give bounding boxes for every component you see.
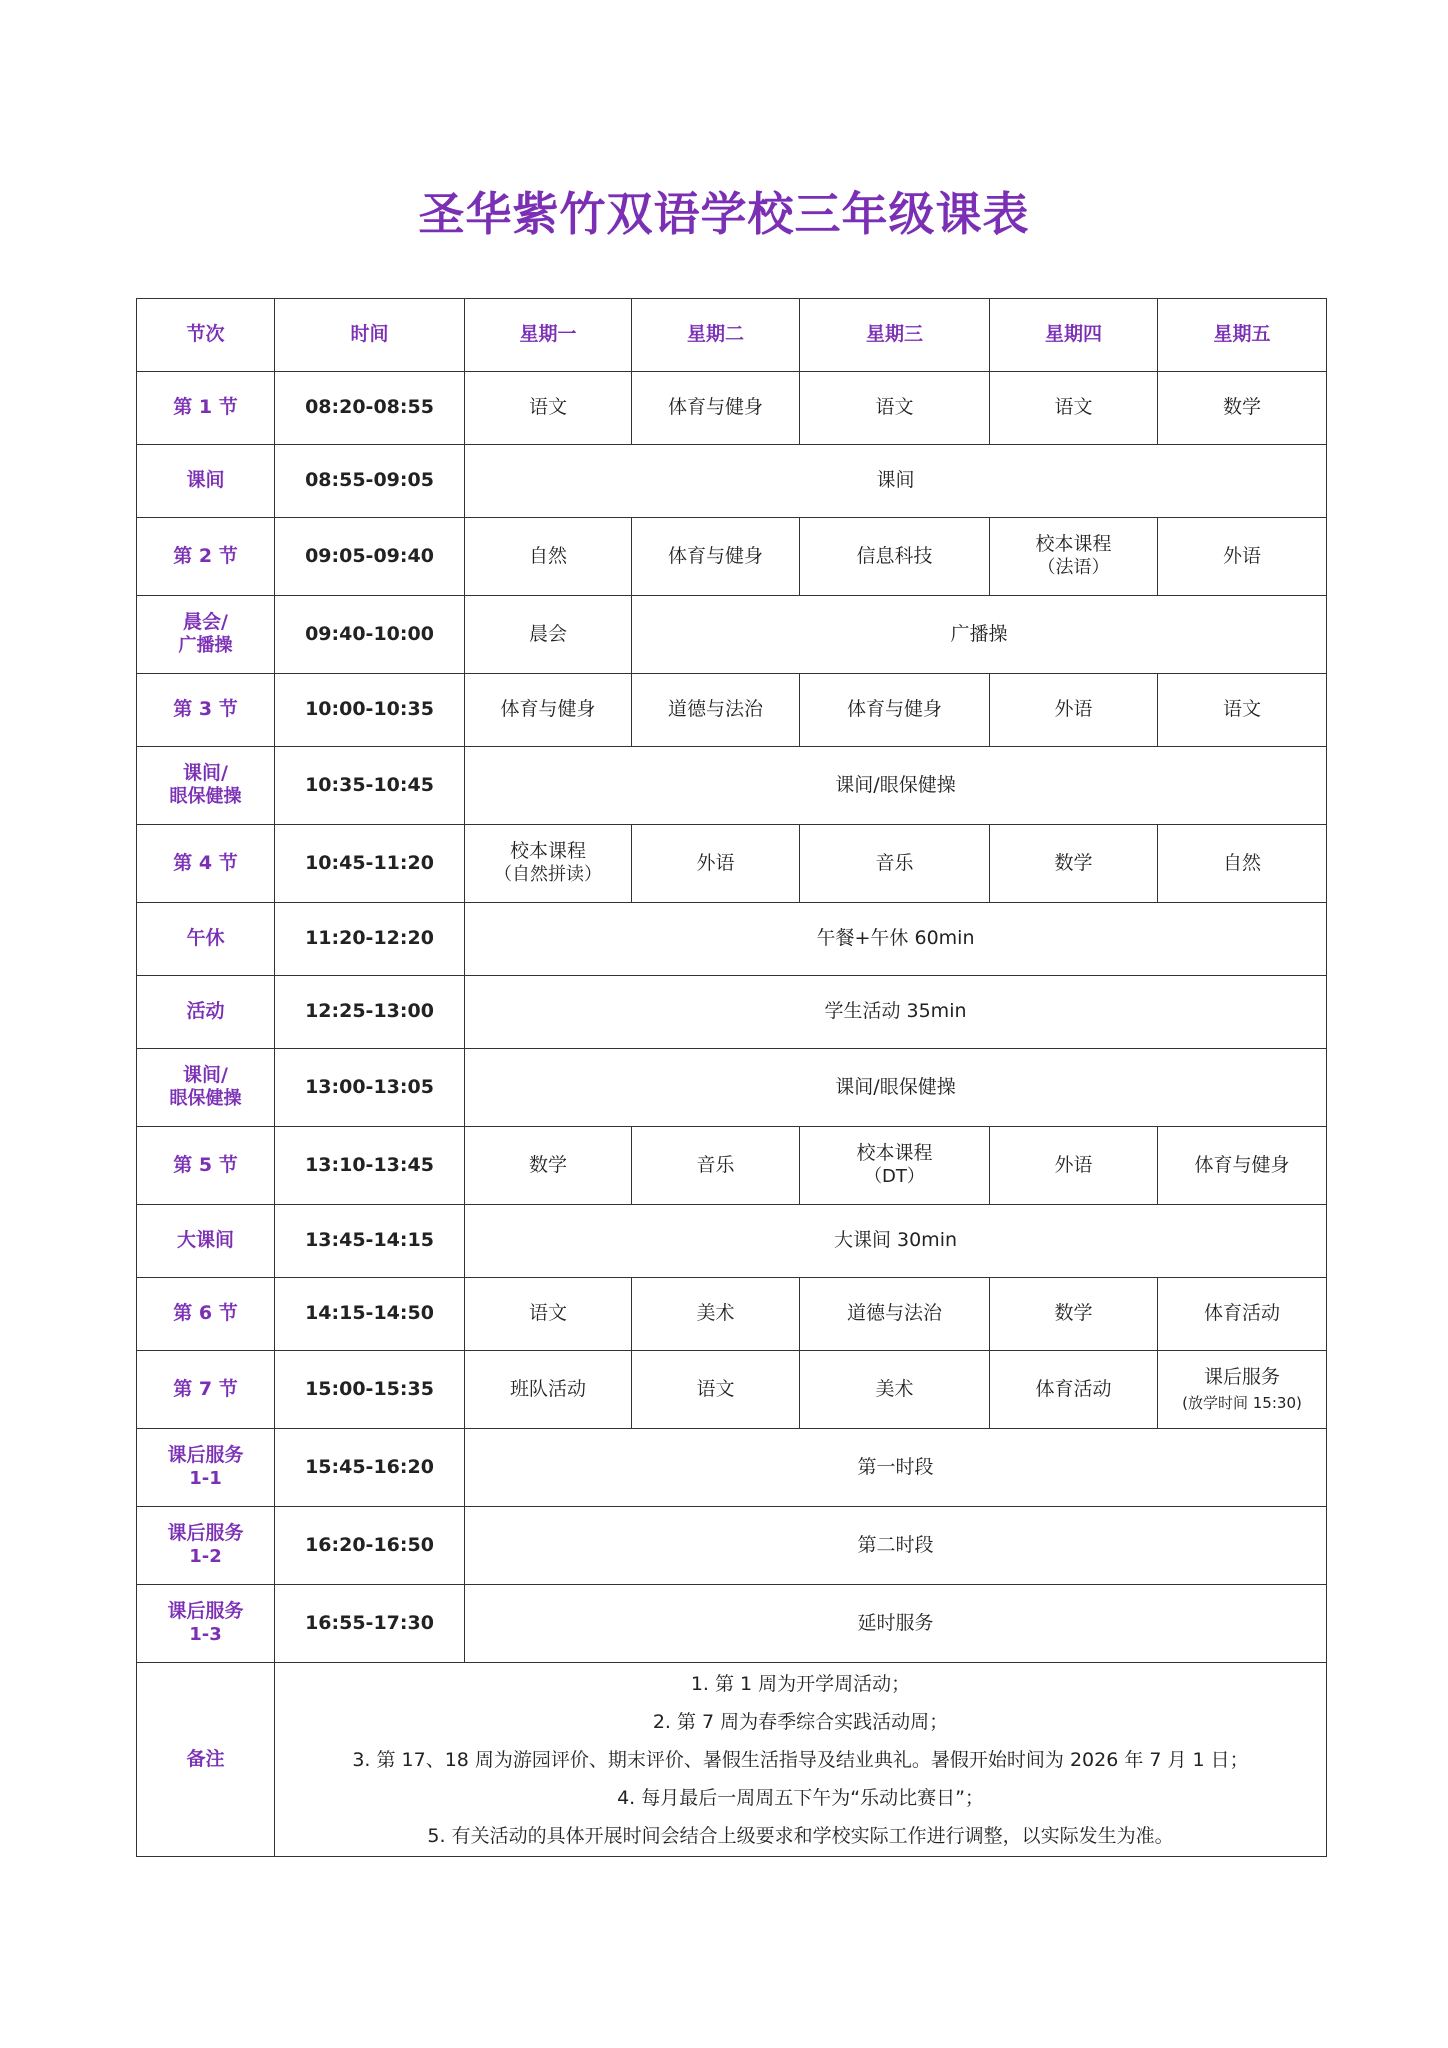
table-row [137,1278,1327,1351]
time-cell: 09:40-10:00 [275,596,465,674]
time-cell: 14:15-14:50 [275,1278,465,1351]
period-line: 课间/ [183,1064,228,1087]
period-label [137,596,275,674]
subject-cell [465,1127,632,1205]
subject-line: 体育与健身 [667,544,763,567]
subject-cell [800,1351,990,1429]
merged-cell: 课间/眼保健操 [465,1049,1327,1127]
subject-line: 数学 [528,1153,567,1176]
period-label [137,674,275,747]
time-cell: 10:45-11:20 [275,825,465,903]
merged-cell: 第一时段 [465,1429,1327,1507]
subject-cell [465,372,632,445]
time-cell: 08:55-09:05 [275,445,465,518]
merged-cell: 第二时段 [465,1507,1327,1585]
merged-cell: 课间/眼保健操 [465,747,1327,825]
merged-cell: 午餐+午休 60min [465,903,1327,976]
period-label [137,903,275,976]
period-line: 1-2 [189,1546,222,1568]
time-cell: 10:00-10:35 [275,674,465,747]
notes-row [137,1663,1327,1857]
period-label [137,1507,275,1585]
column-header: 星期二 [632,299,800,372]
subject-cell [465,596,632,674]
column-header: 星期四 [990,299,1158,372]
subject-cell [800,1278,990,1351]
time-cell: 13:10-13:45 [275,1127,465,1205]
period-label [137,1127,275,1205]
subject-line: (放学时间 15:30) [1182,1394,1302,1412]
subject-line: 美术 [696,1302,735,1325]
subject-cell [990,1351,1158,1429]
merged-cell: 延时服务 [465,1585,1327,1663]
subject-cell [1158,825,1327,903]
table-row [137,825,1327,903]
timetable [136,298,1327,1857]
period-line: 第 7 节 [173,1377,238,1400]
table-row [137,903,1327,976]
table-row [137,445,1327,518]
period-line: 广播操 [178,635,233,657]
subject-cell [800,1127,990,1205]
table-row [137,518,1327,596]
subject-line: 语文 [1222,698,1261,721]
period-line: 第 2 节 [173,544,238,567]
page-title: 圣华紫竹双语学校三年级课表 [418,187,1030,241]
period-line: 第 3 节 [173,698,238,721]
subject-line: 语文 [875,396,914,419]
column-header: 节次 [137,299,275,372]
time-cell: 15:45-16:20 [275,1429,465,1507]
subject-line: 语文 [696,1377,735,1400]
subject-line: 体育与健身 [1194,1153,1290,1176]
subject-line: 班队活动 [509,1377,586,1400]
column-header: 星期三 [800,299,990,372]
subject-line: 语文 [528,1302,567,1325]
subject-line: 道德与法治 [846,1302,942,1325]
subject-line: 外语 [1054,698,1093,721]
subject-line: 课后服务 [1203,1366,1280,1389]
subject-cell [800,825,990,903]
time-cell: 09:05-09:40 [275,518,465,596]
subject-cell [632,1278,800,1351]
subject-line: 体育活动 [1035,1377,1112,1400]
time-cell: 15:00-15:35 [275,1351,465,1429]
subject-cell [800,674,990,747]
subject-line: 外语 [1222,544,1261,567]
note-item: 3. 第 17、18 周为游园评价、期末评价、暑假生活指导及结业典礼。暑假开始时间为 2026 年 7 月 1 日； [352,1748,1249,1771]
note-item: 5. 有关活动的具体开展时间会结合上级要求和学校实际工作进行调整，以实际发生为准。 [427,1824,1174,1847]
subject-cell [465,518,632,596]
subject-line: 信息科技 [856,544,933,567]
subject-line: 校本课程 [1035,533,1112,556]
period-line: 第 4 节 [173,851,238,874]
subject-cell [632,1351,800,1429]
header-row [137,299,1327,372]
subject-cell [632,372,800,445]
subject-cell [990,825,1158,903]
subject-line: 道德与法治 [667,698,763,721]
period-label [137,976,275,1049]
subject-line: 数学 [1054,1302,1093,1325]
subject-cell [465,1351,632,1429]
column-header: 星期一 [465,299,632,372]
time-cell: 08:20-08:55 [275,372,465,445]
period-label [137,747,275,825]
period-label [137,825,275,903]
subject-line: 晨会 [528,622,567,645]
subject-line: （法语） [1037,557,1110,579]
period-label [137,445,275,518]
subject-cell [465,825,632,903]
subject-line: 外语 [1054,1153,1093,1176]
subject-cell [1158,1278,1327,1351]
subject-cell [1158,1127,1327,1205]
subject-line: （DT） [864,1166,925,1188]
subject-line: 体育活动 [1203,1302,1280,1325]
subject-line: 美术 [875,1377,914,1400]
time-cell: 11:20-12:20 [275,903,465,976]
time-cell: 13:00-13:05 [275,1049,465,1127]
subject-cell [990,1278,1158,1351]
subject-line: 音乐 [875,851,914,874]
period-label [137,1278,275,1351]
time-cell: 16:55-17:30 [275,1585,465,1663]
subject-cell [1158,1351,1327,1429]
subject-line: 自然 [1222,851,1261,874]
period-line: 第 5 节 [173,1153,238,1176]
period-label [137,518,275,596]
period-line: 第 6 节 [173,1302,238,1325]
table-row [137,372,1327,445]
subject-cell [632,518,800,596]
table-row [137,1049,1327,1127]
time-cell: 13:45-14:15 [275,1205,465,1278]
period-line: 晨会/ [183,611,228,634]
period-label [137,1429,275,1507]
subject-line: 语文 [528,396,567,419]
period-line: 课后服务 [167,1522,244,1545]
subject-cell [990,1127,1158,1205]
table-row [137,1351,1327,1429]
period-label [137,1351,275,1429]
period-line: 课后服务 [167,1444,244,1467]
period-line: 课后服务 [167,1600,244,1623]
subject-line: 数学 [1222,396,1261,419]
note-item: 4. 每月最后一周周五下午为“乐动比赛日”； [617,1786,984,1809]
subject-cell [465,674,632,747]
time-cell: 12:25-13:00 [275,976,465,1049]
subject-cell [990,518,1158,596]
column-header: 星期五 [1158,299,1327,372]
table-row [137,747,1327,825]
subject-line: 体育与健身 [667,396,763,419]
subject-cell [632,674,800,747]
subject-line: 体育与健身 [500,698,596,721]
table-row [137,976,1327,1049]
subject-line: （自然拼读） [494,864,602,886]
subject-line: 体育与健身 [846,698,942,721]
period-line: 大课间 [176,1229,234,1252]
table-row [137,596,1327,674]
note-item: 2. 第 7 周为春季综合实践活动周； [652,1710,949,1733]
table-row [137,1127,1327,1205]
time-cell: 16:20-16:50 [275,1507,465,1585]
subject-cell [632,825,800,903]
period-line: 午休 [186,927,225,950]
period-line: 1-3 [189,1624,222,1646]
notes-content [275,1663,1327,1857]
subject-line: 校本课程 [856,1142,933,1165]
subject-cell [465,1278,632,1351]
subject-cell [632,1127,800,1205]
notes-label: 备注 [137,1663,275,1857]
merged-cell: 广播操 [632,596,1327,674]
merged-cell: 课间 [465,445,1327,518]
table-row [137,1205,1327,1278]
subject-line: 音乐 [696,1153,735,1176]
subject-line: 外语 [696,851,735,874]
period-label [137,372,275,445]
subject-line: 自然 [528,544,567,567]
period-line: 课间/ [183,762,228,785]
note-item: 1. 第 1 周为开学周活动； [690,1672,911,1695]
subject-line: 数学 [1054,851,1093,874]
table-row [137,1429,1327,1507]
period-line: 第 1 节 [173,396,238,419]
subject-cell [800,518,990,596]
subject-cell [1158,674,1327,747]
period-line: 活动 [186,1000,225,1023]
period-label [137,1049,275,1127]
subject-line: 语文 [1054,396,1093,419]
table-row [137,674,1327,747]
period-label [137,1585,275,1663]
period-line: 课间 [186,469,225,492]
subject-cell [1158,518,1327,596]
table-row [137,1585,1327,1663]
column-header: 时间 [275,299,465,372]
table-row [137,1507,1327,1585]
subject-cell [800,372,990,445]
subject-cell [990,372,1158,445]
subject-cell [990,674,1158,747]
period-line: 眼保健操 [169,786,242,808]
period-label [137,1205,275,1278]
merged-cell: 学生活动 35min [465,976,1327,1049]
subject-cell [1158,372,1327,445]
time-cell: 10:35-10:45 [275,747,465,825]
merged-cell: 大课间 30min [465,1205,1327,1278]
period-line: 眼保健操 [169,1088,242,1110]
subject-line: 校本课程 [509,840,586,863]
period-line: 1-1 [189,1468,222,1490]
